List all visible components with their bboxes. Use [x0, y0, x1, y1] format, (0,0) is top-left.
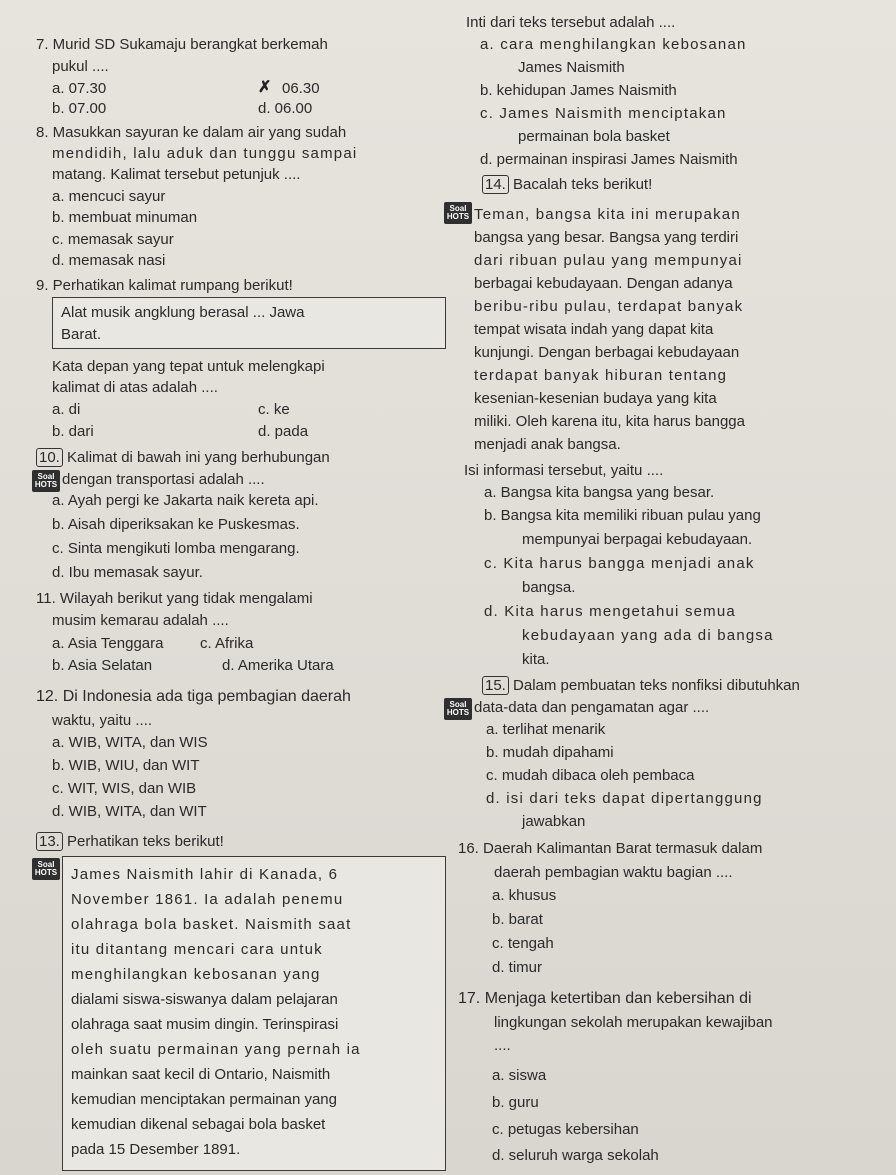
q12-option-d: d. WIB, WITA, dan WIT — [52, 803, 207, 820]
right-column — [446, 0, 888, 1175]
q13-line: menghilangkan kebosanan yang — [71, 966, 321, 983]
q14-option-d: d. Kita harus mengetahui semua — [484, 603, 736, 620]
q9-option-b: b. dari — [52, 423, 94, 440]
q15-option-b: b. mudah dipahami — [486, 744, 614, 761]
q17-question: 17. Menjaga ketertiban dan kebersihan di — [458, 990, 752, 1007]
q13-line: November 1861. Ia adalah penemu — [71, 891, 344, 908]
q13-line: itu ditantang mencari cara untuk — [71, 941, 323, 958]
q11-option-d: d. Amerika Utara — [222, 657, 334, 674]
q15-number: 15. — [482, 676, 509, 695]
q14-line: terdapat banyak hiburan tentang — [474, 367, 728, 384]
q14-option-d-cont2: kita. — [522, 651, 550, 668]
q13-line: dialami siswa-siswanya dalam pelajaran — [71, 991, 338, 1008]
q8-option-d: d. memasak nasi — [52, 252, 166, 269]
q17-option-a: a. siswa — [492, 1067, 547, 1084]
hots-badge-icon — [32, 858, 60, 880]
q11-option-b: b. Asia Selatan — [52, 657, 153, 674]
q14-question: Bacalah teks berikut! — [513, 176, 653, 193]
q14-line: bangsa yang besar. Bangsa yang terdiri — [474, 229, 739, 246]
q13-question: Perhatikan teks berikut! — [67, 833, 224, 850]
q10-question-text: Kalimat di bawah ini yang berhubungan — [67, 449, 330, 466]
q7-option-b: b. 07.00 — [52, 100, 107, 117]
q14-option-b-cont: mempunyai berpagai kebudayaan. — [522, 531, 753, 548]
q16-question-cont: daerah pembagian waktu bagian .... — [494, 864, 733, 881]
q9-follow-up-cont: kalimat di atas adalah .... — [52, 379, 218, 396]
q8-option-c: c. memasak sayur — [52, 231, 174, 248]
q14-line: beribu-ribu pulau, terdapat banyak — [474, 298, 744, 315]
q10-question-cont: dengan transportasi adalah .... — [62, 471, 265, 488]
q13-option-b: b. kehidupan James Naismith — [480, 82, 677, 99]
q8-question: 8. Masukkan sayuran ke dalam air yang sudah — [36, 124, 347, 141]
q13-number: 13. — [36, 832, 63, 851]
q13-line: oleh suatu permainan yang pernah ia — [71, 1041, 361, 1058]
q7-option-a: a. 07.30 — [52, 80, 107, 97]
q17-question-cont2: .... — [494, 1037, 511, 1054]
q14-option-c-cont: bangsa. — [522, 579, 576, 596]
badge-hots: HOTS — [446, 708, 470, 717]
q15-heading — [482, 677, 800, 695]
q14-line: kesenian-kesenian budaya yang kita — [474, 390, 717, 407]
q14-line: tempat wisata indah yang dapat kita — [474, 321, 714, 338]
q8-option-a: a. mencuci sayur — [52, 188, 166, 205]
q13-option-c: c. James Naismith menciptakan — [480, 105, 727, 122]
badge-soal: Soal — [37, 860, 55, 869]
q14-option-c: c. Kita harus bangga menjadi anak — [484, 555, 755, 572]
q7-option-c: 06.30 — [282, 80, 320, 97]
q11-option-c: c. Afrika — [200, 635, 254, 652]
q17-option-d: d. seluruh warga sekolah — [492, 1147, 659, 1164]
q9-question: 9. Perhatikan kalimat rumpang berikut! — [36, 277, 293, 294]
q16-option-d: d. timur — [492, 959, 543, 976]
q16-option-a: a. khusus — [492, 887, 557, 904]
q7-question: 7. Murid SD Sukamaju berangkat berkemah — [36, 36, 328, 53]
hots-badge-icon — [32, 470, 60, 492]
q13-option-a: a. cara menghilangkan kebosanan — [480, 36, 747, 53]
q17-question-cont: lingkungan sekolah merupakan kewajiban — [494, 1014, 773, 1031]
q13-line: olahraga bola basket. Naismith saat — [71, 916, 352, 933]
badge-soal: Soal — [449, 204, 467, 213]
q12-option-a: a. WIB, WITA, dan WIS — [52, 734, 208, 751]
q13-line: pada 15 Desember 1891. — [71, 1141, 241, 1158]
q15-option-d: d. isi dari teks dapat dipertanggung — [486, 790, 763, 807]
badge-hots: HOTS — [34, 868, 58, 877]
q13-line: kemudian menciptakan permainan yang — [71, 1091, 337, 1108]
hots-badge-icon — [444, 202, 472, 224]
q14-line: Teman, bangsa kita ini merupakan — [474, 206, 741, 223]
q10-option-c: c. Sinta mengikuti lomba mengarang. — [52, 540, 300, 557]
q15-option-d-cont: jawabkan — [522, 813, 586, 830]
q14-line: menjadi anak bangsa. — [474, 436, 621, 453]
badge-soal: Soal — [37, 472, 55, 481]
q9-sentence-box — [52, 297, 446, 349]
q10-option-a: a. Ayah pergi ke Jakarta naik kereta api. — [52, 492, 319, 509]
q8-question-cont2: matang. Kalimat tersebut petunjuk .... — [52, 166, 301, 183]
q14-number: 14. — [482, 175, 509, 194]
q15-question: Dalam pembuatan teks nonfiksi dibutuhkan — [513, 677, 800, 694]
q13-heading — [36, 833, 224, 851]
q7-question-cont: pukul .... — [52, 58, 109, 75]
q16-option-b: b. barat — [492, 911, 543, 928]
q17-option-c: c. petugas kebersihan — [492, 1121, 639, 1138]
q15-option-a: a. terlihat menarik — [486, 721, 606, 738]
q9-box-line-2: Barat. — [61, 326, 102, 343]
q14-option-d-cont: kebudayaan yang ada di bangsa — [522, 627, 774, 644]
q13-line: mainkan saat kecil di Ontario, Naismith — [71, 1066, 331, 1083]
q11-question: 11. Wilayah berikut yang tidak mengalami — [36, 590, 313, 607]
q7-option-d: d. 06.00 — [258, 100, 313, 117]
q13-option-d: d. permainan inspirasi James Naismith — [480, 151, 738, 168]
q15-option-c: c. mudah dibaca oleh pembaca — [486, 767, 695, 784]
badge-hots: HOTS — [34, 480, 58, 489]
q13-line: kemudian dikenal sebagai bola basket — [71, 1116, 326, 1133]
q16-question: 16. Daerah Kalimantan Barat termasuk dalam — [458, 840, 763, 857]
q13-option-a-cont: James Naismith — [518, 59, 625, 76]
handwritten-mark-icon: ✗ — [258, 79, 272, 96]
left-column — [36, 0, 446, 1175]
q14-heading — [482, 176, 652, 194]
badge-hots: HOTS — [446, 212, 470, 221]
q14-continuation: Isi informasi tersebut, yaitu .... — [464, 462, 664, 479]
q17-option-b: b. guru — [492, 1094, 539, 1111]
q8-option-b: b. membuat minuman — [52, 209, 198, 226]
q11-question-cont: musim kemarau adalah .... — [52, 612, 229, 629]
q8-question-cont: mendidih, lalu aduk dan tunggu sampai — [52, 145, 358, 162]
q16-option-c: c. tengah — [492, 935, 554, 952]
q13-option-c-cont: permainan bola basket — [518, 128, 670, 145]
q13-text-box — [62, 856, 446, 1171]
q15-question-cont: data-data dan pengamatan agar .... — [474, 699, 710, 716]
q10-question — [36, 449, 330, 467]
badge-soal: Soal — [449, 700, 467, 709]
q10-option-d: d. Ibu memasak sayur. — [52, 564, 203, 581]
q12-question-cont: waktu, yaitu .... — [52, 712, 153, 729]
q10-option-b: b. Aisah diperiksakan ke Puskesmas. — [52, 516, 300, 533]
q14-line: berbagai kebudayaan. Dengan adanya — [474, 275, 733, 292]
q11-option-a: a. Asia Tenggara — [52, 635, 164, 652]
q9-option-c: c. ke — [258, 401, 290, 418]
q14-option-b: b. Bangsa kita memiliki ribuan pulau yang — [484, 507, 761, 524]
q14-line: kunjungi. Dengan berbagai kebudayaan — [474, 344, 740, 361]
q13-line: James Naismith lahir di Kanada, 6 — [71, 866, 339, 883]
q12-option-c: c. WIT, WIS, dan WIB — [52, 780, 197, 797]
q14-option-a: a. Bangsa kita bangsa yang besar. — [484, 484, 715, 501]
q9-option-d: d. pada — [258, 423, 309, 440]
q12-option-b: b. WIB, WIU, dan WIT — [52, 757, 200, 774]
q13-line: olahraga saat musim dingin. Terinspirasi — [71, 1016, 339, 1033]
q13-continuation: Inti dari teks tersebut adalah .... — [466, 14, 676, 31]
q12-question: 12. Di Indonesia ada tiga pembagian daerah — [36, 688, 351, 705]
hots-badge-icon — [444, 698, 472, 720]
q9-option-a: a. di — [52, 401, 81, 418]
q9-box-line-1: Alat musik angklung berasal ... Jawa — [61, 304, 305, 321]
q14-line: dari ribuan pulau yang mempunyai — [474, 252, 743, 269]
q14-line: miliki. Oleh karena itu, kita harus bangga — [474, 413, 745, 430]
q9-follow-up: Kata depan yang tepat untuk melengkapi — [52, 358, 325, 375]
q10-number: 10. — [36, 448, 63, 467]
